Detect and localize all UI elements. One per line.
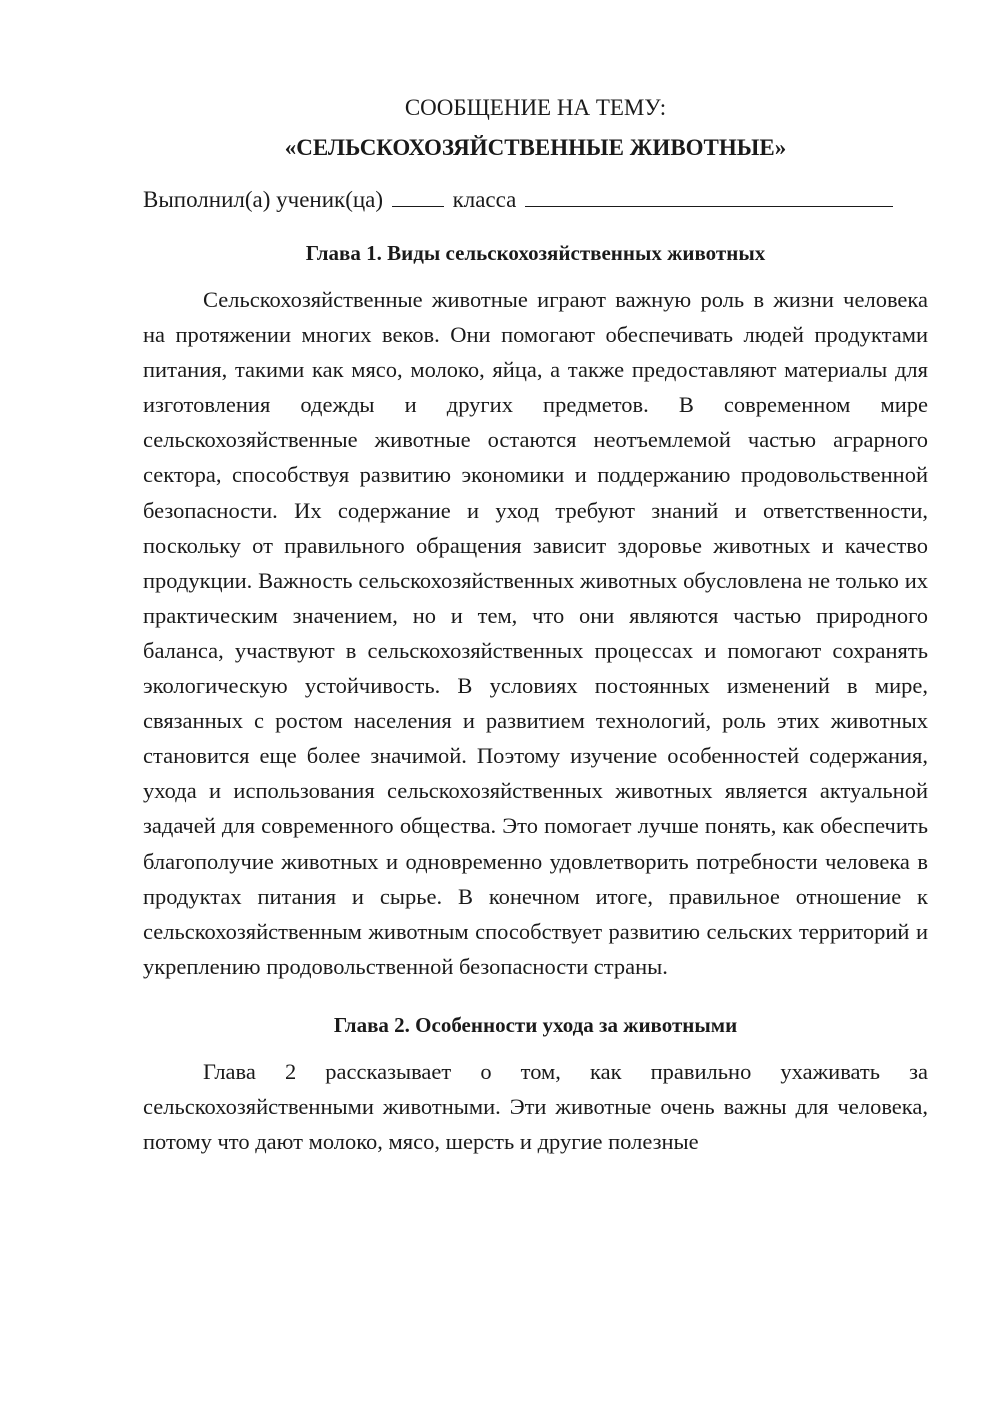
- document-page: [143, 90, 928, 1159]
- author-class-label: класса: [452, 187, 517, 212]
- name-blank-field[interactable]: [525, 184, 893, 207]
- author-prefix: Выполнил(а) ученик(ца): [143, 187, 384, 212]
- author-line: [143, 182, 928, 218]
- document-title-topic: «СЕЛЬСКОХОЗЯЙСТВЕННЫЕ ЖИВОТНЫЕ»: [284, 135, 787, 160]
- chapter1-heading: Глава 1. Виды сельскохозяйственных животных: [305, 241, 766, 265]
- chapter2-heading: Глава 2. Особенности ухода за животными: [333, 1012, 738, 1037]
- grade-blank-field[interactable]: [392, 184, 444, 207]
- chapter1-paragraph: Сельскохозяйственные животные играют важную роль в жизни человека на протяжении многих веков. Они помогают обеспечивать людей продуктами питания, такими как мясо, молоко, яйца, а также предоставляют материалы для изготовления одежды и других предметов. В современном мире сельскохозяйственные животные остаются неотъемлемой частью аграрного сектора, способствуя развитию экономики и поддержанию продовольственной безопасности. Их содержание и уход требуют знаний и ответственности, поскольку от правильного обращения зависит здоровье животных и качество продукции. Важность сельскохозяйственных животных обусловлена не только их практическим значением, но и тем, что они являются частью природного баланса, участвуют в сельскохозяйственных процессах и помогают сохранять экологическую устойчивость. В условиях постоянных изменений в мире, связанных с ростом населения и развитием технологий, роль этих животных становится еще более значимой. Поэтому изучение особенностей содержания, ухода и использования сельскохозяйственных животных является актуальной задачей для современного общества. Это помогает лучше понять, как обеспечить благополучие животных и одновременно удовлетворить потребности человека в продуктах питания и сырье. В конечном итоге, правильное отношение к сельскохозяйственным животным способствует развитию сельских территорий и укреплению продовольственной безопасности страны.: [143, 287, 928, 979]
- document-title-line1: СООБЩЕНИЕ НА ТЕМУ:: [404, 95, 667, 120]
- chapter2-paragraph: Глава 2 рассказывает о том, как правильно ухаживать за сельскохозяйственными животными. Эти животные очень важны для человека, потому что дают молоко, мясо, шерсть и другие полезные: [143, 1058, 928, 1155]
